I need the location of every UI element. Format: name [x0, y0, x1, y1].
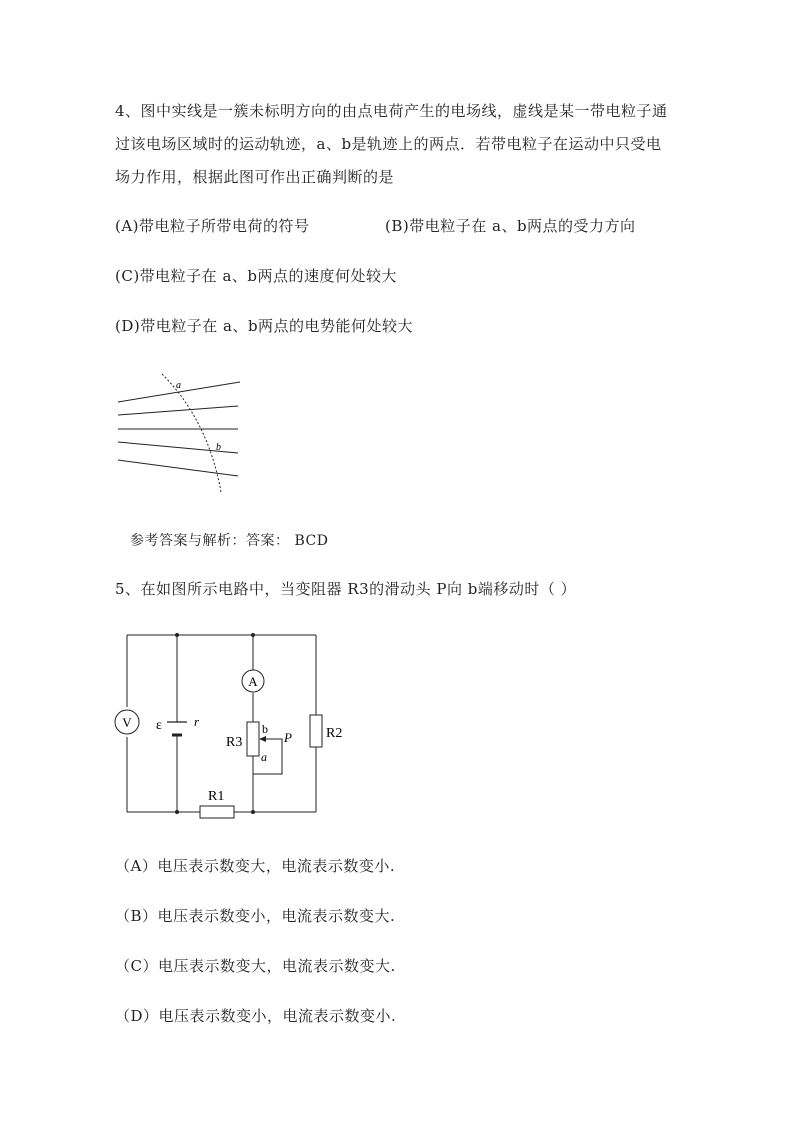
q4-stem-line-1: 4、图中实线是一簇未标明方向的由点电荷产生的电场线，虚线是某一带电粒子通 — [115, 102, 668, 120]
r1-resistor — [200, 806, 234, 818]
r3-label: R3 — [226, 735, 243, 750]
field-line — [118, 406, 238, 415]
q4-stem-line-3: 场力作用，根据此图可作出正确判断的是 — [115, 168, 395, 186]
ammeter-label: A — [248, 674, 258, 689]
q4-field-diagram — [110, 370, 250, 500]
voltmeter-label: V — [122, 715, 132, 730]
point-a-label: a — [176, 380, 181, 391]
internal-resistance-label: r — [194, 714, 200, 729]
q4-answer: 参考答案与解析：答案： BCD — [130, 533, 329, 549]
r3-resistor — [247, 722, 259, 756]
r3-end-a-label: a — [261, 750, 267, 764]
q4-option-d: (D)带电粒子在 a、b两点的电势能何处较大 — [115, 317, 414, 335]
q5-stem: 5、在如图所示电路中，当变阻器 R3的滑动头 P向 b端移动时（ ） — [115, 580, 577, 598]
r2-resistor — [310, 715, 322, 747]
q5-option-d: （D）电压表示数变小，电流表示数变小. — [115, 1007, 397, 1025]
r2-label: R2 — [326, 726, 343, 741]
q5-circuit-diagram — [110, 625, 343, 825]
particle-trajectory — [162, 374, 221, 492]
q5-option-b: （B）电压表示数变小，电流表示数变大. — [115, 907, 396, 925]
slider-label: P — [284, 730, 292, 745]
slider-arrow-icon — [259, 736, 266, 742]
q4-option-b: (B)带电粒子在 a、b两点的受力方向 — [385, 217, 636, 235]
field-line — [118, 460, 238, 476]
q5-option-c: （C）电压表示数变大，电流表示数变大. — [115, 957, 396, 975]
q4-stem-line-2: 过该电场区域时的运动轨迹，a、b是轨迹上的两点．若带电粒子在运动中只受电 — [115, 135, 662, 153]
emf-label: ε — [156, 718, 162, 733]
r3-end-b-label: b — [262, 722, 268, 736]
q4-option-c: (C)带电粒子在 a、b两点的速度何处较大 — [115, 267, 397, 285]
r1-label: R1 — [208, 789, 225, 804]
point-b-label: b — [216, 442, 221, 453]
q4-option-a: (A)带电粒子所带电荷的符号 — [115, 217, 310, 235]
q5-option-a: （A）电压表示数变大，电流表示数变小. — [115, 857, 396, 875]
